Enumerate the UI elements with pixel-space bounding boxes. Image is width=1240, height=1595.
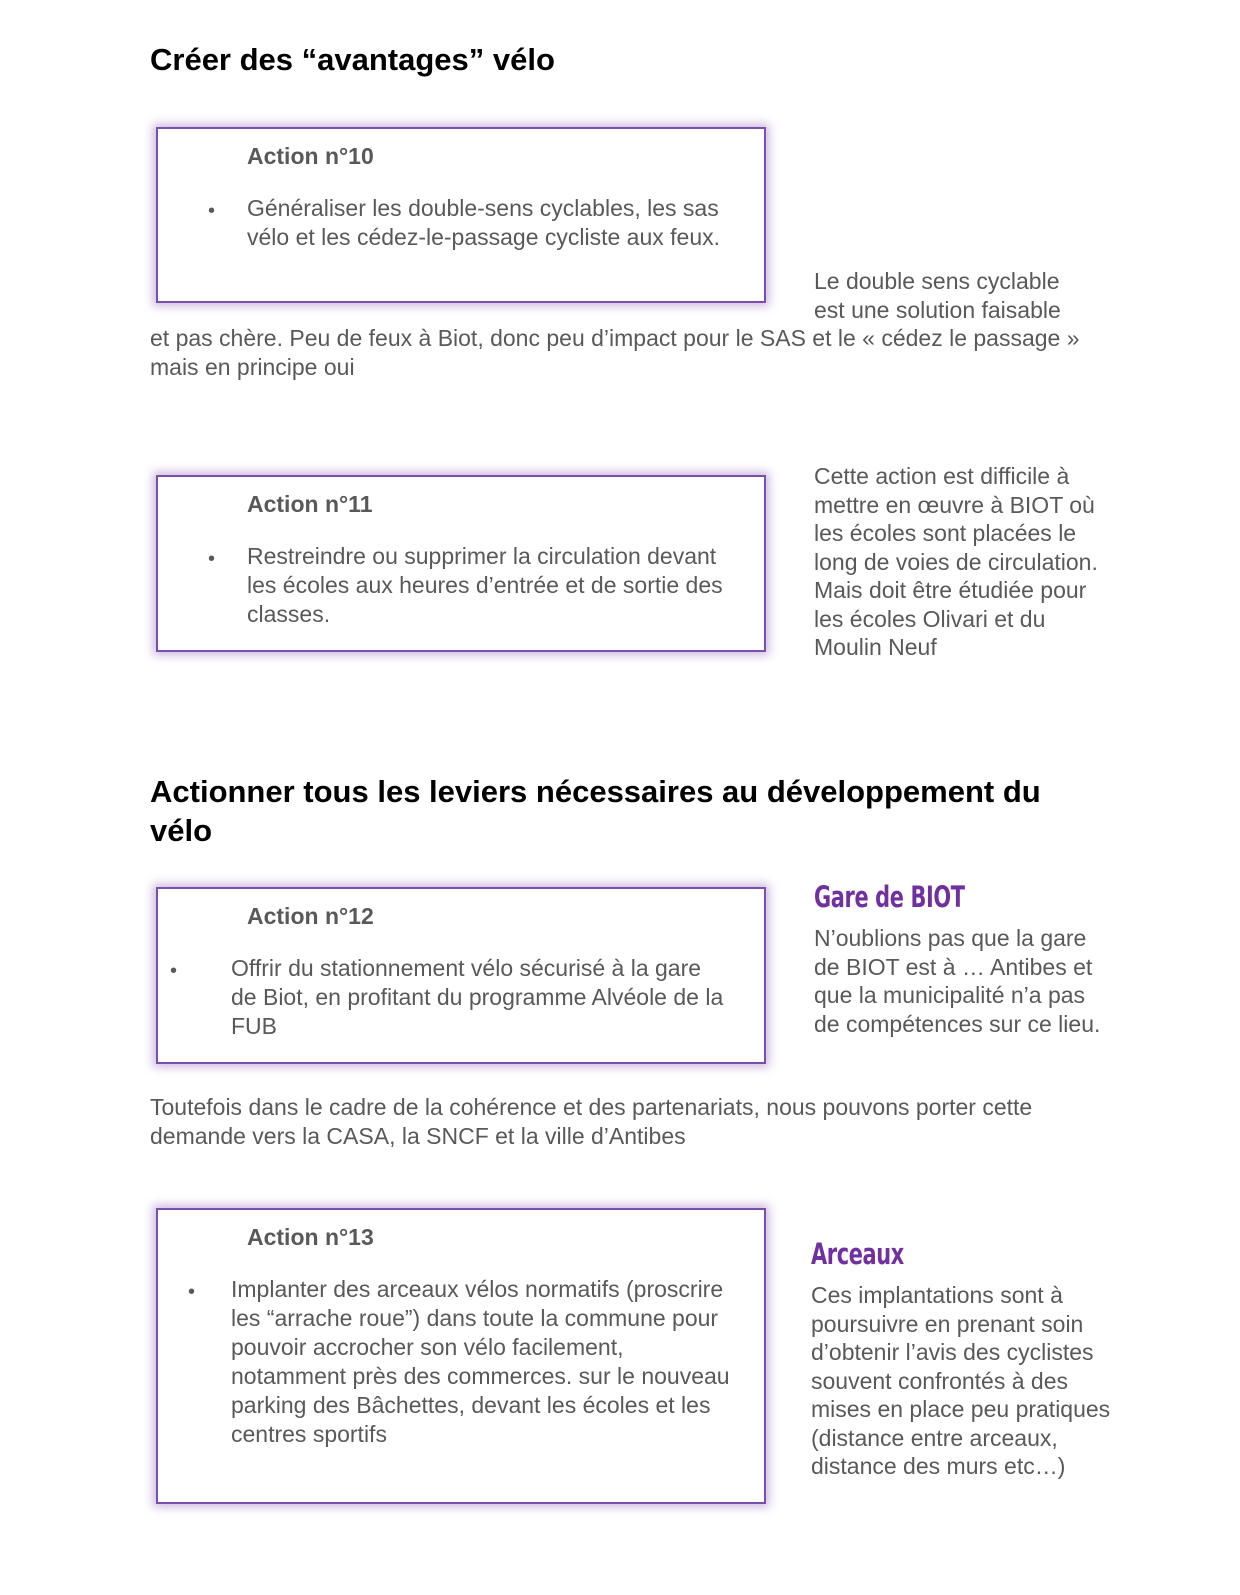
comment-10-side-line-1: Le double sens cyclable — [814, 268, 1060, 294]
action-10-title: Action n°10 — [247, 143, 374, 169]
bullet-icon: • — [208, 200, 216, 222]
action-10-box — [156, 127, 766, 303]
comment-12-text: Toutefois dans le cadre de la cohérence et des partenariats, nous pouvons porter cette demande vers la CASA, la SNCF et la ville d’Antibes — [150, 1094, 1033, 1149]
side-title-arceaux: Arceaux — [811, 1237, 904, 1271]
action-11-text: Restreindre ou supprimer la circulation devant les écoles aux heures d’entrée et de sortie des classes. — [247, 543, 723, 627]
action-13-text: Implanter des arceaux vélos normatifs (proscrire les “arrache roue”) dans toute la commune pour pouvoir accrocher son vélo facilement, notamment près des commerces. sur le nouveau parking des Bâchettes, devant les écoles et les centres sportifs — [231, 1276, 730, 1447]
bullet-icon: • — [188, 1281, 196, 1303]
action-10-text: Généraliser les double-sens cyclables, les sas vélo et les cédez-le-passage cycliste aux feux. — [247, 195, 721, 250]
comment-11-text: Cette action est difficile à mettre en œuvre à BIOT où les écoles sont placées le long de voies de circulation. Mais doit être étudiée pour les écoles Olivari et du Moulin Neuf — [814, 463, 1098, 660]
action-11-box — [156, 475, 766, 652]
bullet-icon: • — [208, 548, 216, 570]
section-heading-leviers: Actionner tous les leviers nécessaires au développement du vélo — [150, 774, 1041, 848]
comment-10-full-text: et pas chère. Peu de feux à Biot, donc peu d’impact pour le SAS et le « cédez le passage » mais en principe oui — [150, 325, 1080, 380]
action-12-box — [156, 887, 766, 1064]
bullet-icon: • — [170, 960, 178, 982]
comment-10-side-line-2: est une solution faisable — [814, 297, 1061, 323]
action-12-title: Action n°12 — [247, 903, 374, 929]
side-13-text: Ces implantations sont à poursuivre en prenant soin d’obtenir l’avis des cyclistes souvent confrontés à des mises en place peu pratiques (distance entre arceaux, distance des murs etc…) — [811, 1282, 1111, 1479]
section-heading-avantages: Créer des “avantages” vélo — [150, 42, 555, 77]
action-12-text: Offrir du stationnement vélo sécurisé à la gare de Biot, en profitant du programme Alvéole de la FUB — [231, 955, 724, 1039]
action-11-title: Action n°11 — [247, 491, 373, 517]
side-title-gare-de-biot: Gare de BIOT — [814, 880, 965, 914]
action-13-box — [156, 1208, 766, 1504]
side-12-text: N’oublions pas que la gare de BIOT est à … Antibes et que la municipalité n’a pas de compétences sur ce lieu. — [814, 925, 1101, 1037]
action-13-title: Action n°13 — [247, 1224, 374, 1250]
